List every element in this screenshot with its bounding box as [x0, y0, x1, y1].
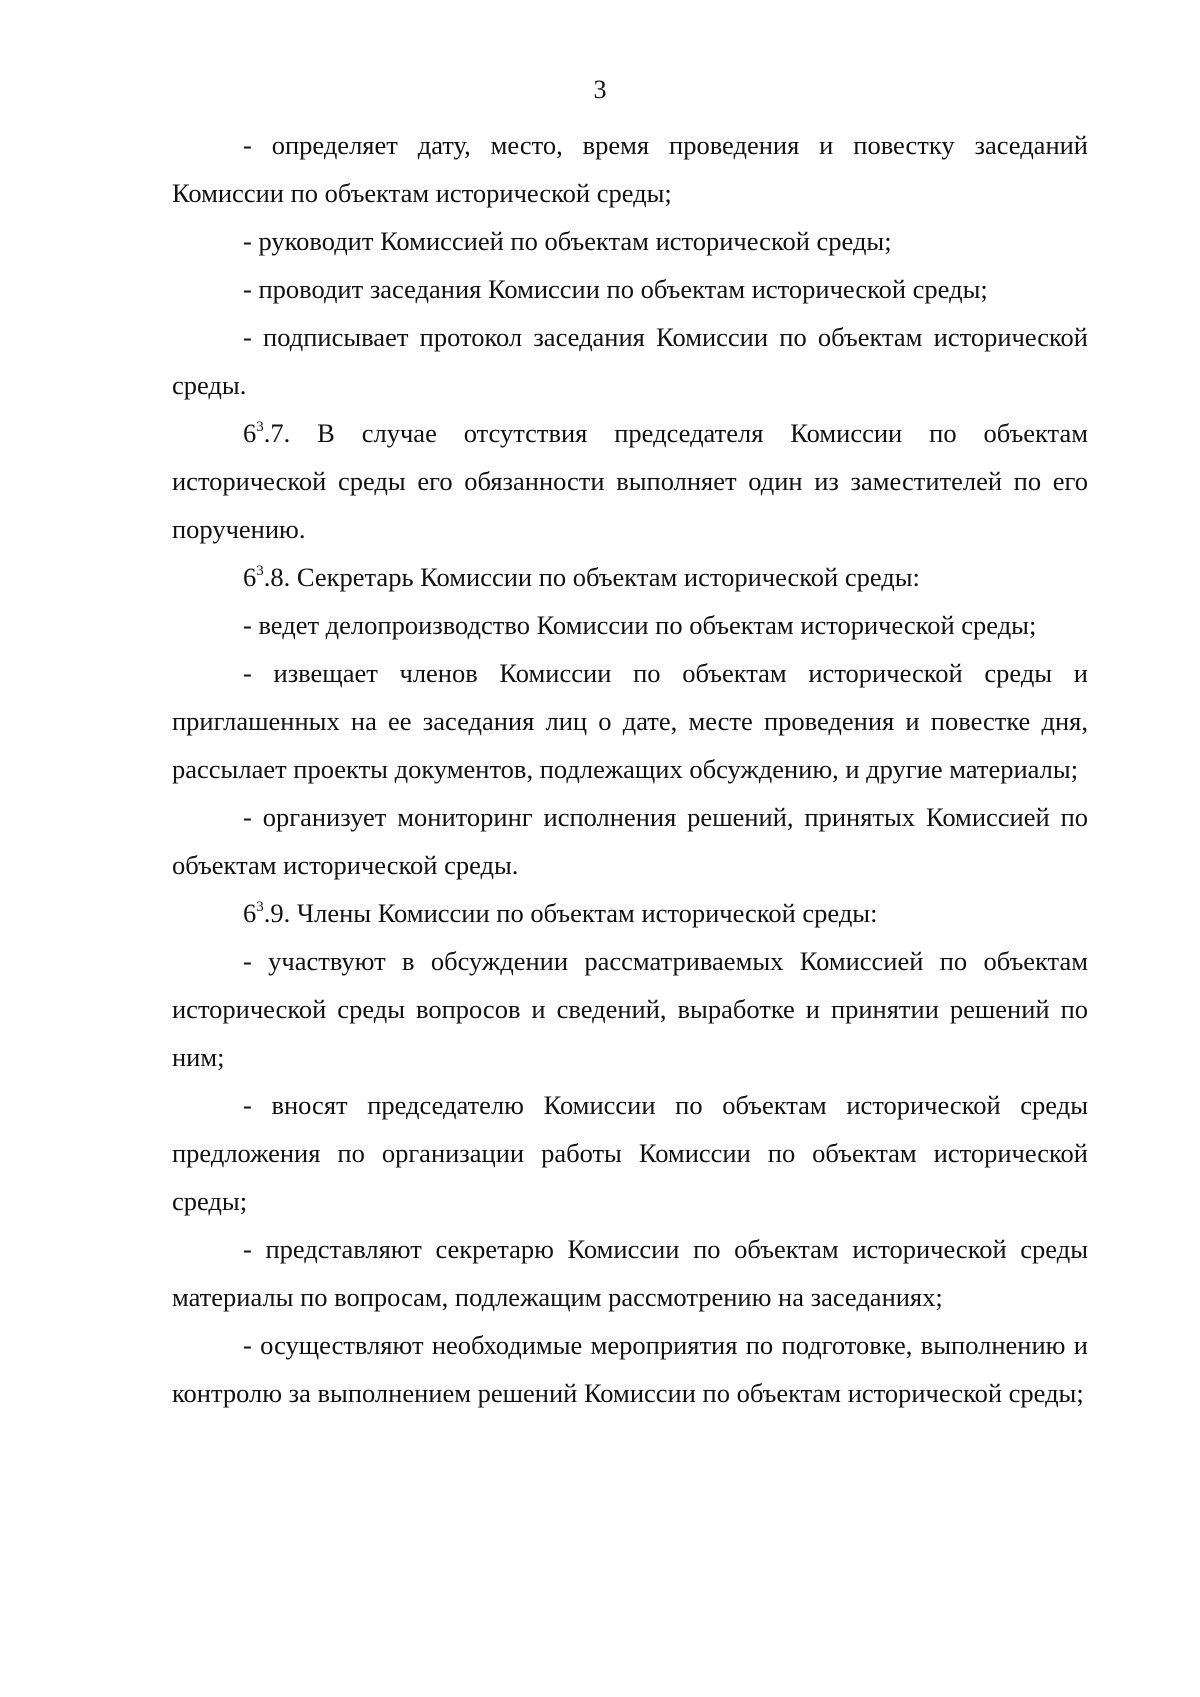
paragraph-text: - определяет дату, место, время проведения и повестку заседаний Комиссии по объектам исторической среды; — [172, 130, 1088, 208]
paragraph-secretary-duty-notify — [172, 649, 1088, 793]
paragraph-secretary-duty-records — [172, 601, 1088, 649]
paragraph-text: - руководит Комиссией по объектам исторической среды; — [243, 226, 892, 256]
paragraph-member-duty-implement — [172, 1321, 1088, 1417]
paragraph-member-duty-materials — [172, 1225, 1088, 1321]
paragraph-text: - организует мониторинг исполнения решений, принятых Комиссией по объектам исторической среды. — [172, 802, 1088, 880]
paragraph-text: - участвуют в обсуждении рассматриваемых Комиссией по объектам исторической среды вопросов и сведений, выработке и принятии решений по ним; — [172, 946, 1088, 1072]
paragraph-text: - проводит заседания Комиссии по объектам исторической среды; — [243, 274, 988, 304]
clause-superscript: 3 — [256, 899, 264, 915]
paragraph-member-duty-discuss — [172, 937, 1088, 1081]
paragraph-text: - подписывает протокол заседания Комиссии по объектам исторической среды. — [172, 322, 1088, 400]
paragraph-chair-duty-sign — [172, 313, 1088, 409]
document-body — [172, 121, 1088, 1417]
paragraph-chair-duty-conduct — [172, 265, 1088, 313]
clause-superscript: 3 — [256, 419, 264, 435]
clause-number: 6 — [243, 898, 257, 928]
paragraph-chair-duty-lead — [172, 217, 1088, 265]
clause-text: .7. В случае отсутствия председателя Комиссии по объектам исторической среды его обязанности выполняет один из заместителей по его поручению. — [172, 418, 1088, 544]
clause-number: 6 — [243, 418, 257, 448]
clause-6-3-9 — [172, 889, 1088, 937]
paragraph-text: - вносят председателю Комиссии по объектам исторической среды предложения по организации работы Комиссии по объектам исторической среды; — [172, 1090, 1088, 1216]
page-number: 3 — [593, 75, 607, 104]
paragraph-text: - извещает членов Комиссии по объектам исторической среды и приглашенных на ее заседания лиц о дате, месте проведения и повестке дня, рассылает проекты документов, подлежащих обсуждению, и другие материалы; — [172, 658, 1088, 784]
clause-text: .9. Члены Комиссии по объектам исторической среды: — [263, 898, 878, 928]
clause-superscript: 3 — [256, 563, 264, 579]
paragraph-secretary-duty-monitor — [172, 793, 1088, 889]
clause-number: 6 — [243, 562, 257, 592]
paragraph-text: - осуществляют необходимые мероприятия по подготовке, выполнению и контролю за выполнением решений Комиссии по объектам исторической среды; — [172, 1330, 1088, 1408]
clause-6-3-7 — [172, 409, 1088, 553]
clause-6-3-8 — [172, 553, 1088, 601]
clause-text: .8. Секретарь Комиссии по объектам исторической среды: — [263, 562, 920, 592]
paragraph-text: - ведет делопроизводство Комиссии по объектам исторической среды; — [243, 610, 1037, 640]
paragraph-member-duty-propose — [172, 1081, 1088, 1225]
paragraph-chair-duty-agenda — [172, 121, 1088, 217]
paragraph-text: - представляют секретарю Комиссии по объектам исторической среды материалы по вопросам, подлежащим рассмотрению на заседаниях; — [172, 1234, 1088, 1312]
